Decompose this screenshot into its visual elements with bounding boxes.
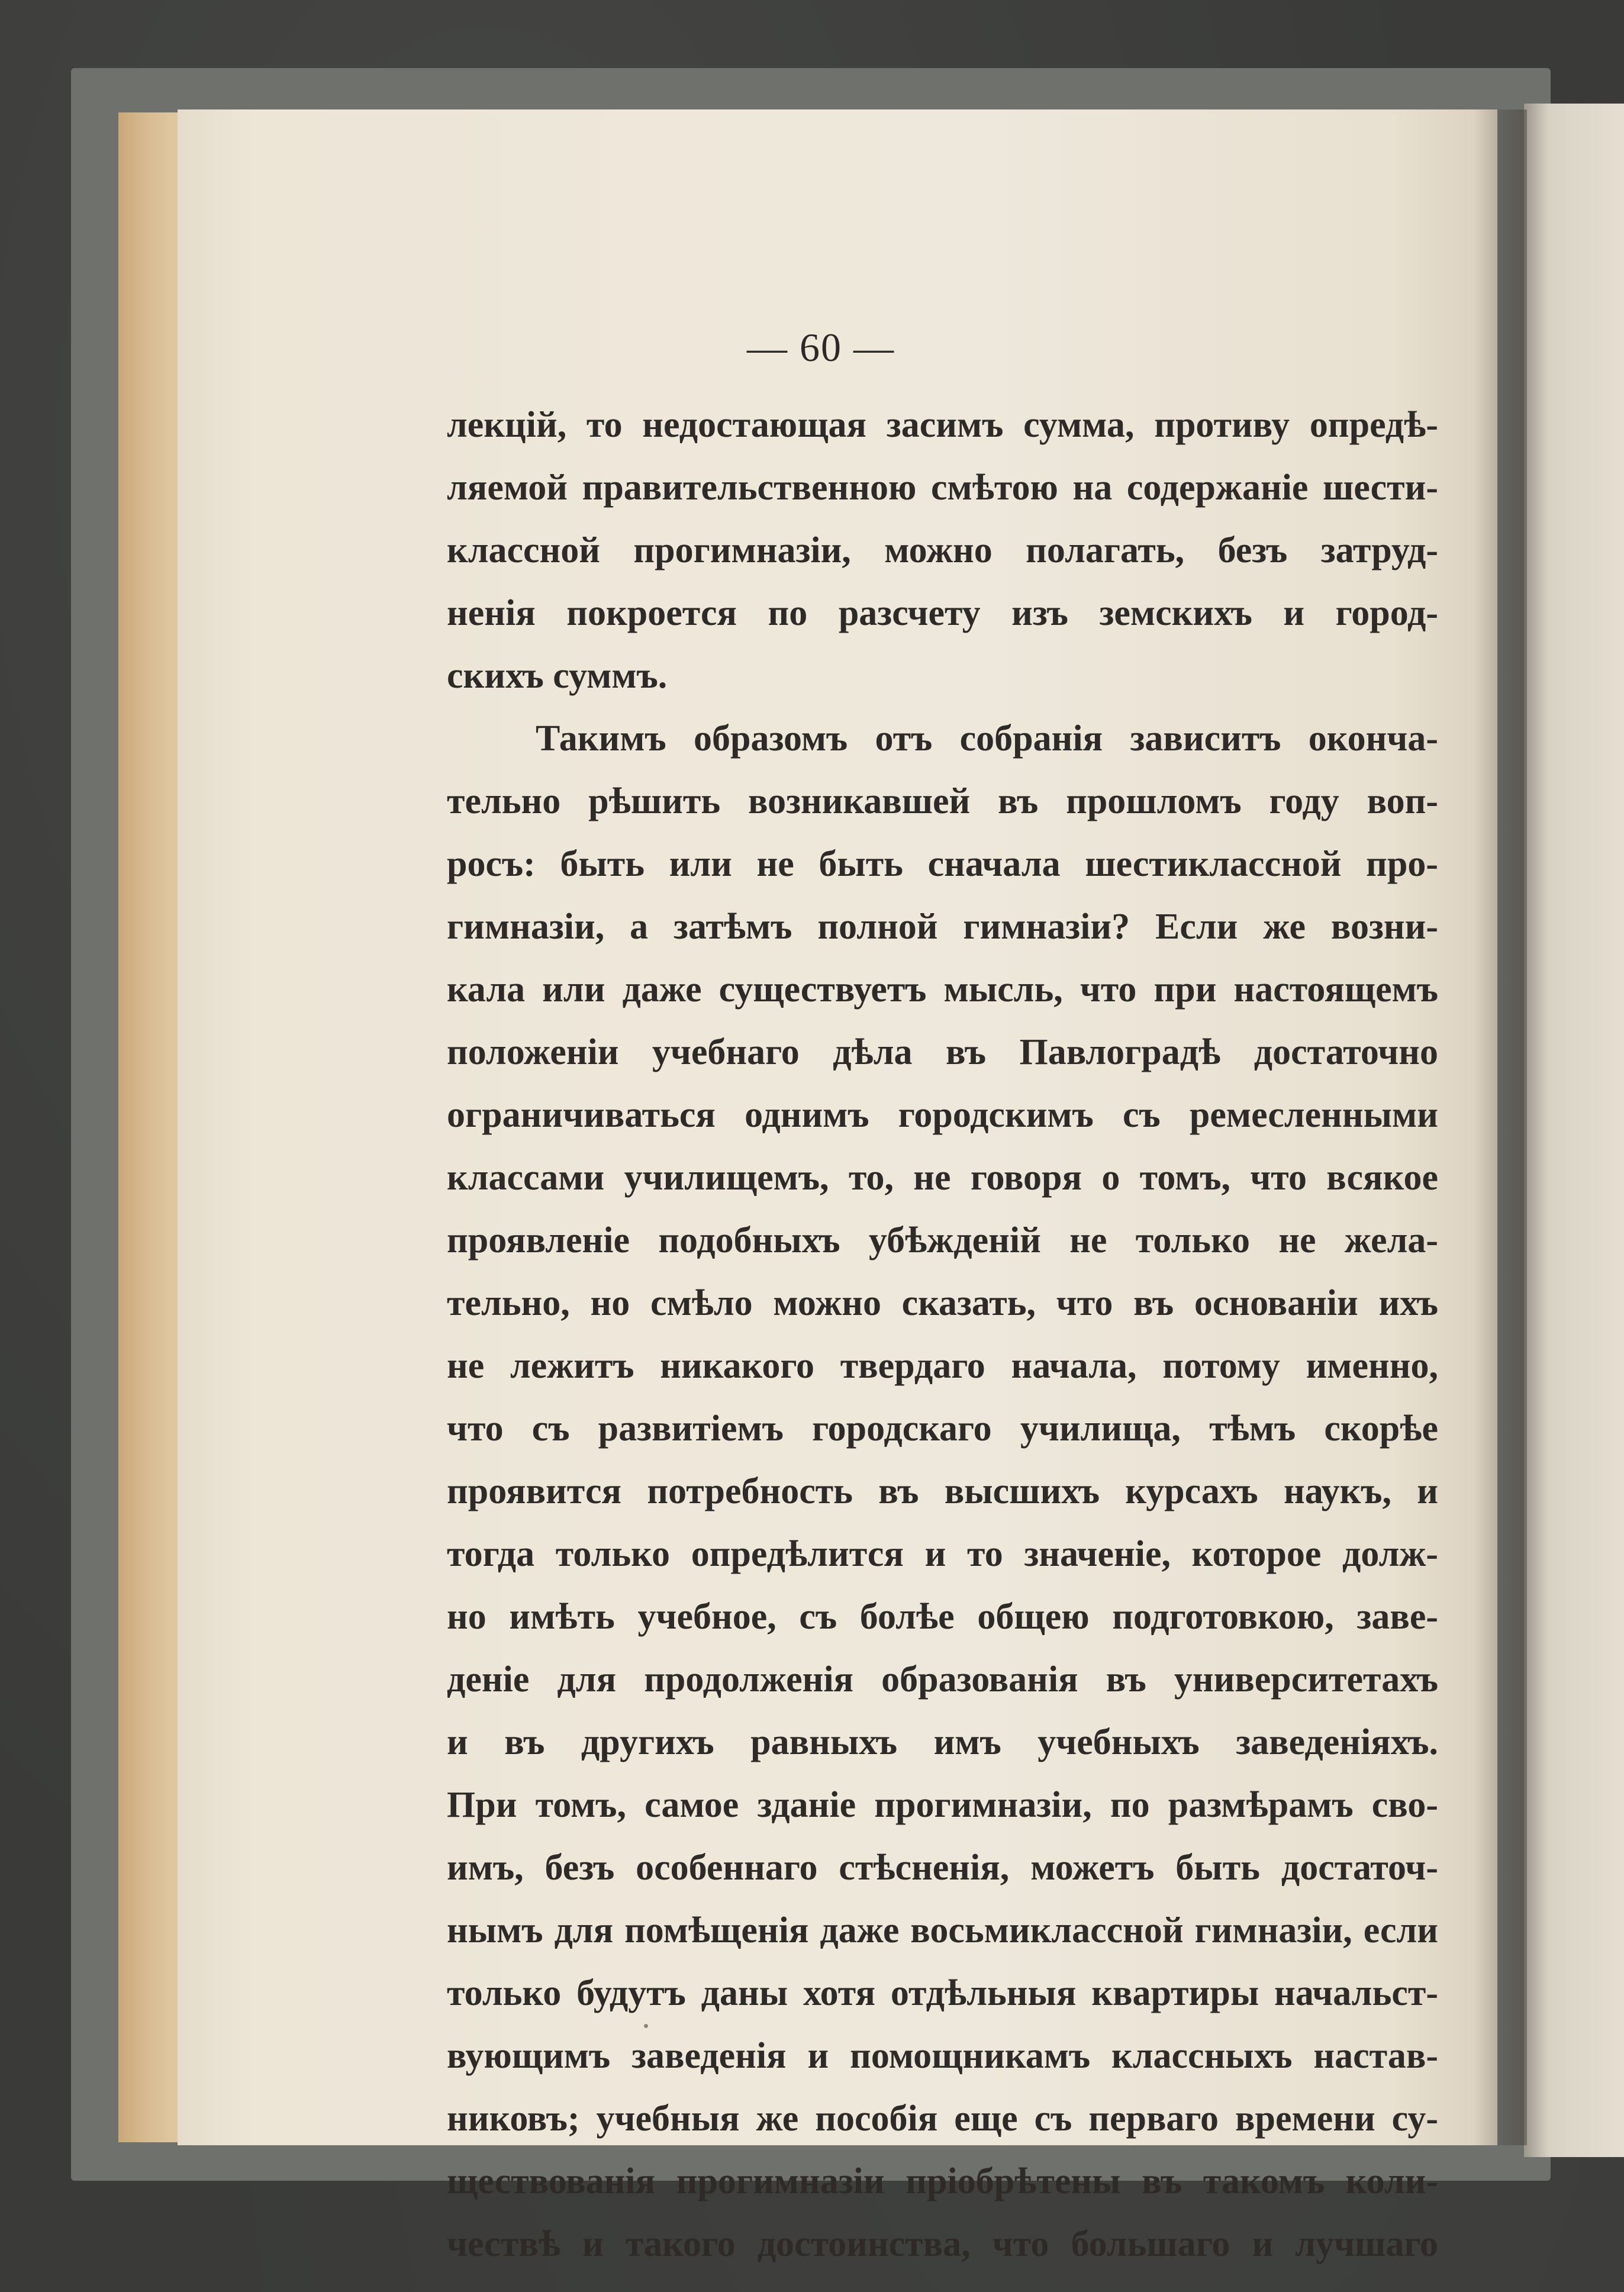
text-line: кала или даже существуетъ мысль, что при настоящемъ xyxy=(447,969,1438,1010)
text-line: ненія покроется по разсчету изъ земскихъ и город- xyxy=(447,593,1438,633)
text-line: но имѣть учебное, съ болѣе общею подготовкою, заве- xyxy=(447,1597,1438,1637)
text-line: вующимъ заведенія и помощникамъ классныхъ настав- xyxy=(447,2036,1438,2076)
text-line: гимназіи, а затѣмъ полной гимназіи? Если же возни- xyxy=(447,907,1438,947)
text-line: скихъ суммъ. xyxy=(447,656,668,696)
text-line: При томъ, самое зданіе прогимназіи, по размѣрамъ сво- xyxy=(447,1785,1438,1825)
ink-speck xyxy=(644,2024,648,2028)
text-line: Такимъ образомъ отъ собранія зависитъ оконча- xyxy=(536,718,1438,759)
text-line: лекцій, то недостающая засимъ сумма, противу опредѣ- xyxy=(447,405,1438,445)
text-line: чествѣ и такого достоинства, что большаго и лучшаго xyxy=(447,2224,1438,2264)
text-line: проявится потребность въ высшихъ курсахъ наукъ, и xyxy=(447,1471,1438,1511)
text-line: не лежитъ никакого твердаго начала, потому именно, xyxy=(447,1346,1438,1386)
text-line: ществованія прогимназіи пріобрѣтены въ такомъ коли- xyxy=(447,2161,1438,2201)
page-number: — 60 — xyxy=(747,325,895,370)
text-line: положеніи учебнаго дѣла въ Павлоградѣ достаточно xyxy=(447,1032,1438,1072)
facing-page-edge xyxy=(1524,104,1624,2157)
text-line: имъ, безъ особеннаго стѣсненія, можетъ быть достаточ- xyxy=(447,1848,1438,1888)
text-line: нымъ для помѣщенія даже восьмиклассной гимназіи, если xyxy=(447,1910,1438,1951)
text-line: никовъ; учебныя же пособія еще съ перваго времени су- xyxy=(447,2098,1438,2139)
text-line: только будутъ даны хотя отдѣльныя квартиры начальст- xyxy=(447,1973,1438,2013)
gutter-shadow xyxy=(1474,109,1527,2145)
text-line: проявленіе подобныхъ убѣжденій не только не жела- xyxy=(447,1220,1438,1261)
text-line: тельно, но смѣло можно сказать, что въ основаніи ихъ xyxy=(447,1283,1438,1323)
text-line: ограничиваться однимъ городскимъ съ ремесленными xyxy=(447,1095,1438,1135)
text-line: классной прогимназіи, можно полагать, безъ затруд- xyxy=(447,530,1438,570)
text-line: росъ: быть или не быть сначала шестиклассной про- xyxy=(447,844,1438,884)
text-line: тогда только опредѣлится и то значеніе, которое долж- xyxy=(447,1534,1438,1574)
text-line: что съ развитіемъ городскаго училища, тѣмъ скорѣе xyxy=(447,1408,1438,1449)
text-line: деніе для продолженія образованія въ университетахъ xyxy=(447,1659,1438,1700)
text-line: и въ другихъ равныхъ имъ учебныхъ заведеніяхъ. xyxy=(447,1722,1438,1762)
text-line: тельно рѣшить возникавшей въ прошломъ году воп- xyxy=(447,781,1438,821)
text-line: классами училищемъ, то, не говоря о томъ, что всякое xyxy=(447,1158,1438,1198)
text-line: ляемой правительственною смѣтою на содержаніе шести- xyxy=(447,468,1438,508)
body-text xyxy=(447,394,1438,2275)
